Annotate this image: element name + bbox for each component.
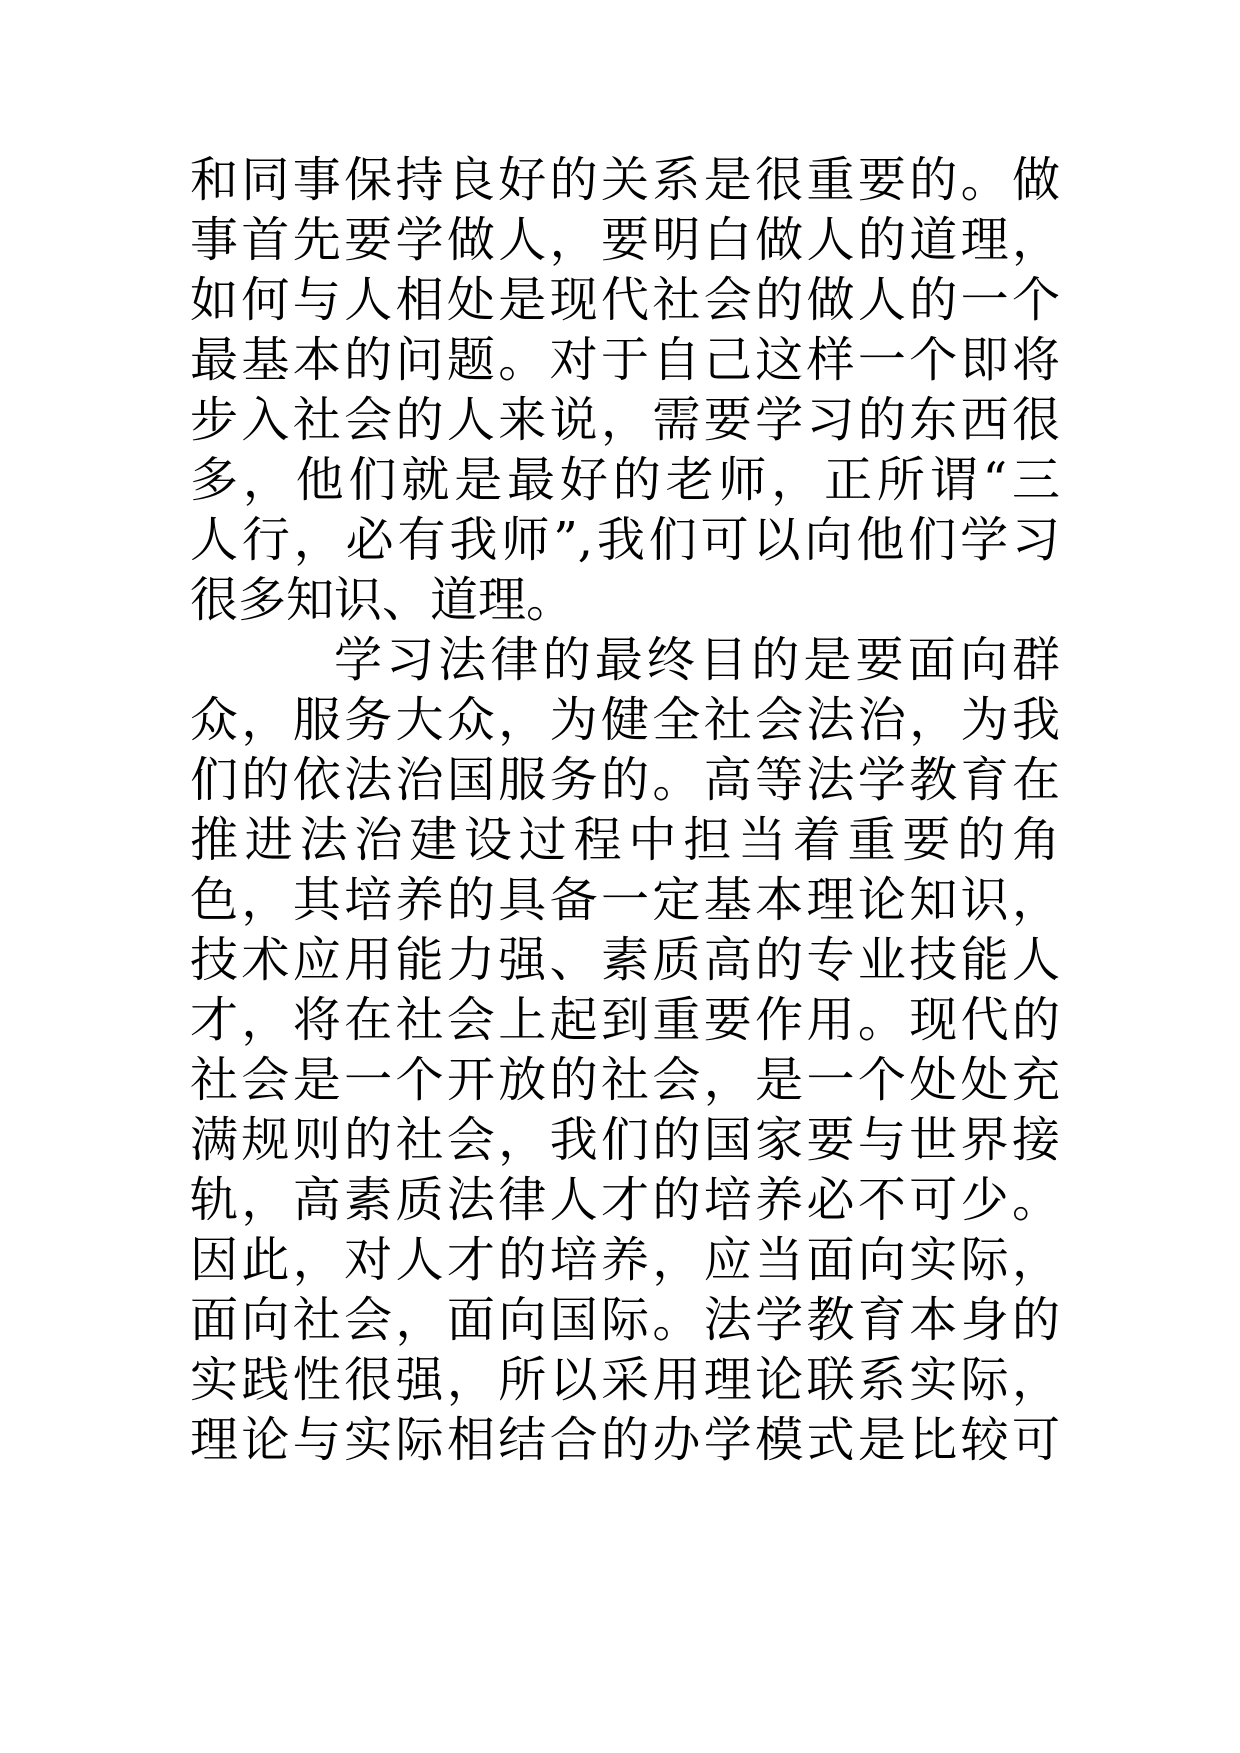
text-line: 轨，高素质法律人才的培养必不可少。 [190, 1172, 1060, 1228]
paragraph-1 [190, 150, 1060, 630]
text-line: 学习法律的最终目的是要面向群 [334, 632, 1060, 688]
text-line: 推进法治建设过程中担当着重要的角 [190, 812, 1060, 868]
text-line: 色，其培养的具备一定基本理论知识， [190, 872, 1060, 928]
text-line: 众，服务大众，为健全社会法治，为我 [190, 692, 1060, 748]
text-line: 人行，必有我师”,我们可以向他们学习 [190, 512, 1060, 568]
text-line: 们的依法治国服务的。高等法学教育在 [190, 752, 1060, 808]
text-line: 最基本的问题。对于自己这样一个即将 [190, 332, 1060, 388]
text-line: 满规则的社会，我们的国家要与世界接 [190, 1112, 1060, 1168]
text-line: 社会是一个开放的社会，是一个处处充 [190, 1052, 1060, 1108]
paragraph-2 [190, 630, 1060, 1470]
text-line: 和同事保持良好的关系是很重要的。做 [190, 152, 1060, 208]
text-line: 很多知识、道理。 [190, 572, 575, 628]
text-line: 事首先要学做人，要明白做人的道理， [190, 212, 1060, 268]
body-text [190, 150, 1060, 1470]
text-line: 实践性很强，所以采用理论联系实际， [190, 1352, 1060, 1408]
text-line: 技术应用能力强、素质高的专业技能人 [190, 932, 1060, 988]
text-line: 如何与人相处是现代社会的做人的一个 [190, 272, 1060, 328]
text-line: 才，将在社会上起到重要作用。现代的 [190, 992, 1060, 1048]
text-line: 理论与实际相结合的办学模式是比较可 [190, 1412, 1060, 1468]
text-line: 多，他们就是最好的老师，正所谓“三 [190, 452, 1060, 508]
text-line: 面向社会，面向国际。法学教育本身的 [190, 1292, 1060, 1348]
text-line: 步入社会的人来说，需要学习的东西很 [190, 392, 1060, 448]
text-line: 因此，对人才的培养，应当面向实际， [190, 1232, 1060, 1288]
